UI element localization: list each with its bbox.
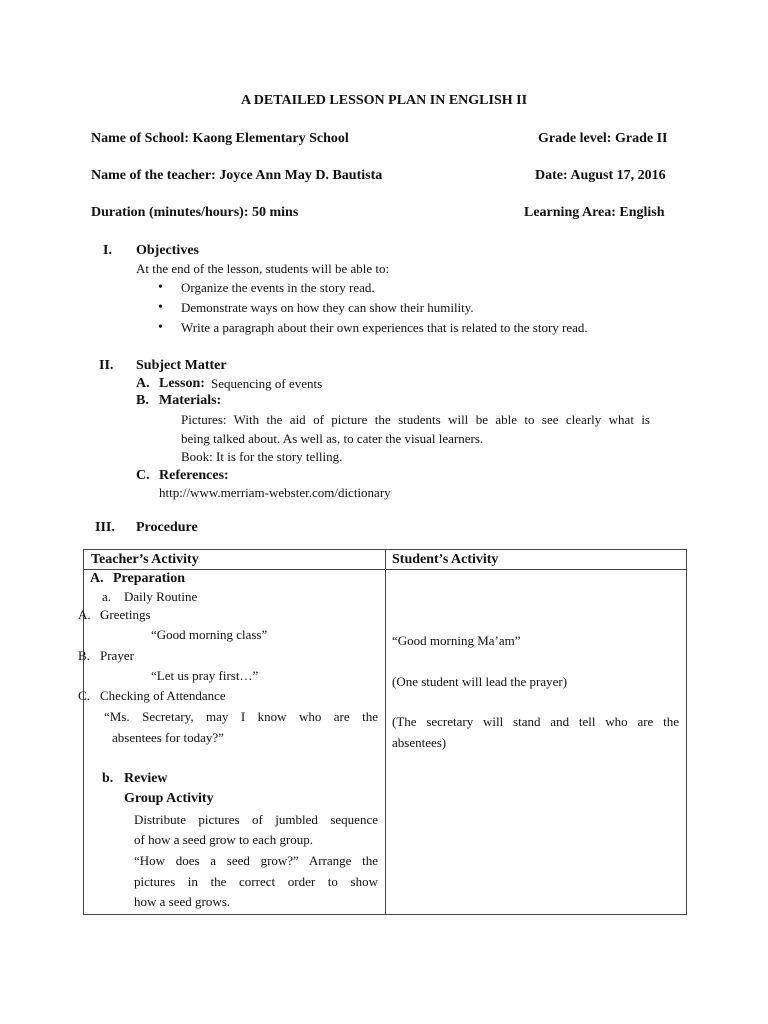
daily-routine: Daily Routine xyxy=(124,589,198,604)
materials-letter: B. xyxy=(136,393,149,408)
student-prayer: (One student will lead the prayer) xyxy=(392,674,568,689)
document-title: A DETAILED LESSON PLAN IN ENGLISH II xyxy=(240,93,528,108)
prayer-letter: B. xyxy=(78,648,90,663)
greetings-quote: “Good morning class” xyxy=(151,627,268,642)
objectives-intro: At the end of the lesson, students will be able to: xyxy=(136,261,390,276)
seed-question-line3: how a seed grows. xyxy=(134,894,231,909)
greetings-letter: A. xyxy=(78,607,91,622)
student-secretary-line2: absentees) xyxy=(392,735,447,750)
group-activity: Group Activity xyxy=(124,791,214,806)
objective-item: • Organize the events in the story read. xyxy=(181,280,375,296)
student-activity-header: Student’s Activity xyxy=(392,552,499,567)
student-secretary-line1: (The secretary will stand and tell who are the xyxy=(392,714,679,729)
objectives-heading: Objectives xyxy=(136,243,199,258)
grade-level: Grade level: Grade II xyxy=(538,131,668,146)
daily-routine-letter: a. xyxy=(102,589,112,604)
teacher-activity-header: Teacher’s Activity xyxy=(91,552,199,567)
lesson-label: Lesson: xyxy=(159,376,205,391)
prayer-quote: “Let us pray first…” xyxy=(151,668,259,683)
references-letter: C. xyxy=(136,468,150,483)
lesson-letter: A. xyxy=(136,376,150,391)
table-column-divider xyxy=(385,550,386,914)
materials-label: Materials: xyxy=(159,393,222,408)
attendance-question-line1: “Ms. Secretary, may I know who are the xyxy=(104,709,378,724)
procedure-heading: Procedure xyxy=(136,520,198,535)
preparation-label: Preparation xyxy=(113,571,186,586)
reference-url: http://www.merriam-webster.com/dictionary xyxy=(159,485,391,500)
subject-heading: Subject Matter xyxy=(136,358,227,373)
review: Review xyxy=(124,771,168,786)
seed-question-line2: pictures in the correct order to show xyxy=(134,874,378,889)
school-name: Name of School: Kaong Elementary School xyxy=(91,131,349,146)
attendance-letter: C. xyxy=(78,688,90,703)
attendance: Checking of Attendance xyxy=(100,688,226,703)
greetings: Greetings xyxy=(100,607,151,622)
lesson-date: Date: August 17, 2016 xyxy=(535,168,666,183)
materials-pictures-line1: Pictures: With the aid of picture the students will be able to see clearly what is xyxy=(181,412,650,427)
references-label: References: xyxy=(159,468,229,483)
prayer: Prayer xyxy=(100,648,134,663)
materials-pictures-line2: being talked about. As well as, to cater the visual learners. xyxy=(181,431,484,446)
student-greeting: “Good morning Ma’am” xyxy=(392,633,521,648)
preparation-letter: A. xyxy=(90,571,104,586)
subject-number: II. xyxy=(99,358,114,373)
lesson-value: Sequencing of events xyxy=(211,376,323,391)
teacher-name: Name of the teacher: Joyce Ann May D. Bautista xyxy=(91,168,383,183)
distribute-line1: Distribute pictures of jumbled sequence xyxy=(134,812,378,827)
learning-area: Learning Area: English xyxy=(524,205,665,220)
procedure-number: III. xyxy=(95,520,115,535)
duration: Duration (minutes/hours): 50 mins xyxy=(91,205,299,220)
attendance-question-line2: absentees for today?” xyxy=(112,730,224,745)
materials-book: Book: It is for the story telling. xyxy=(181,449,343,464)
objective-item: • Write a paragraph about their own experiences that is related to the story read. xyxy=(181,320,588,336)
objective-item: • Demonstrate ways on how they can show their humility. xyxy=(181,300,474,316)
objectives-number: I. xyxy=(103,243,112,258)
seed-question-line1: “How does a seed grow?” Arrange the xyxy=(134,853,378,868)
review-letter: b. xyxy=(102,771,114,786)
table-header-divider xyxy=(84,569,686,570)
distribute-line2: of how a seed grow to each group. xyxy=(134,832,314,847)
